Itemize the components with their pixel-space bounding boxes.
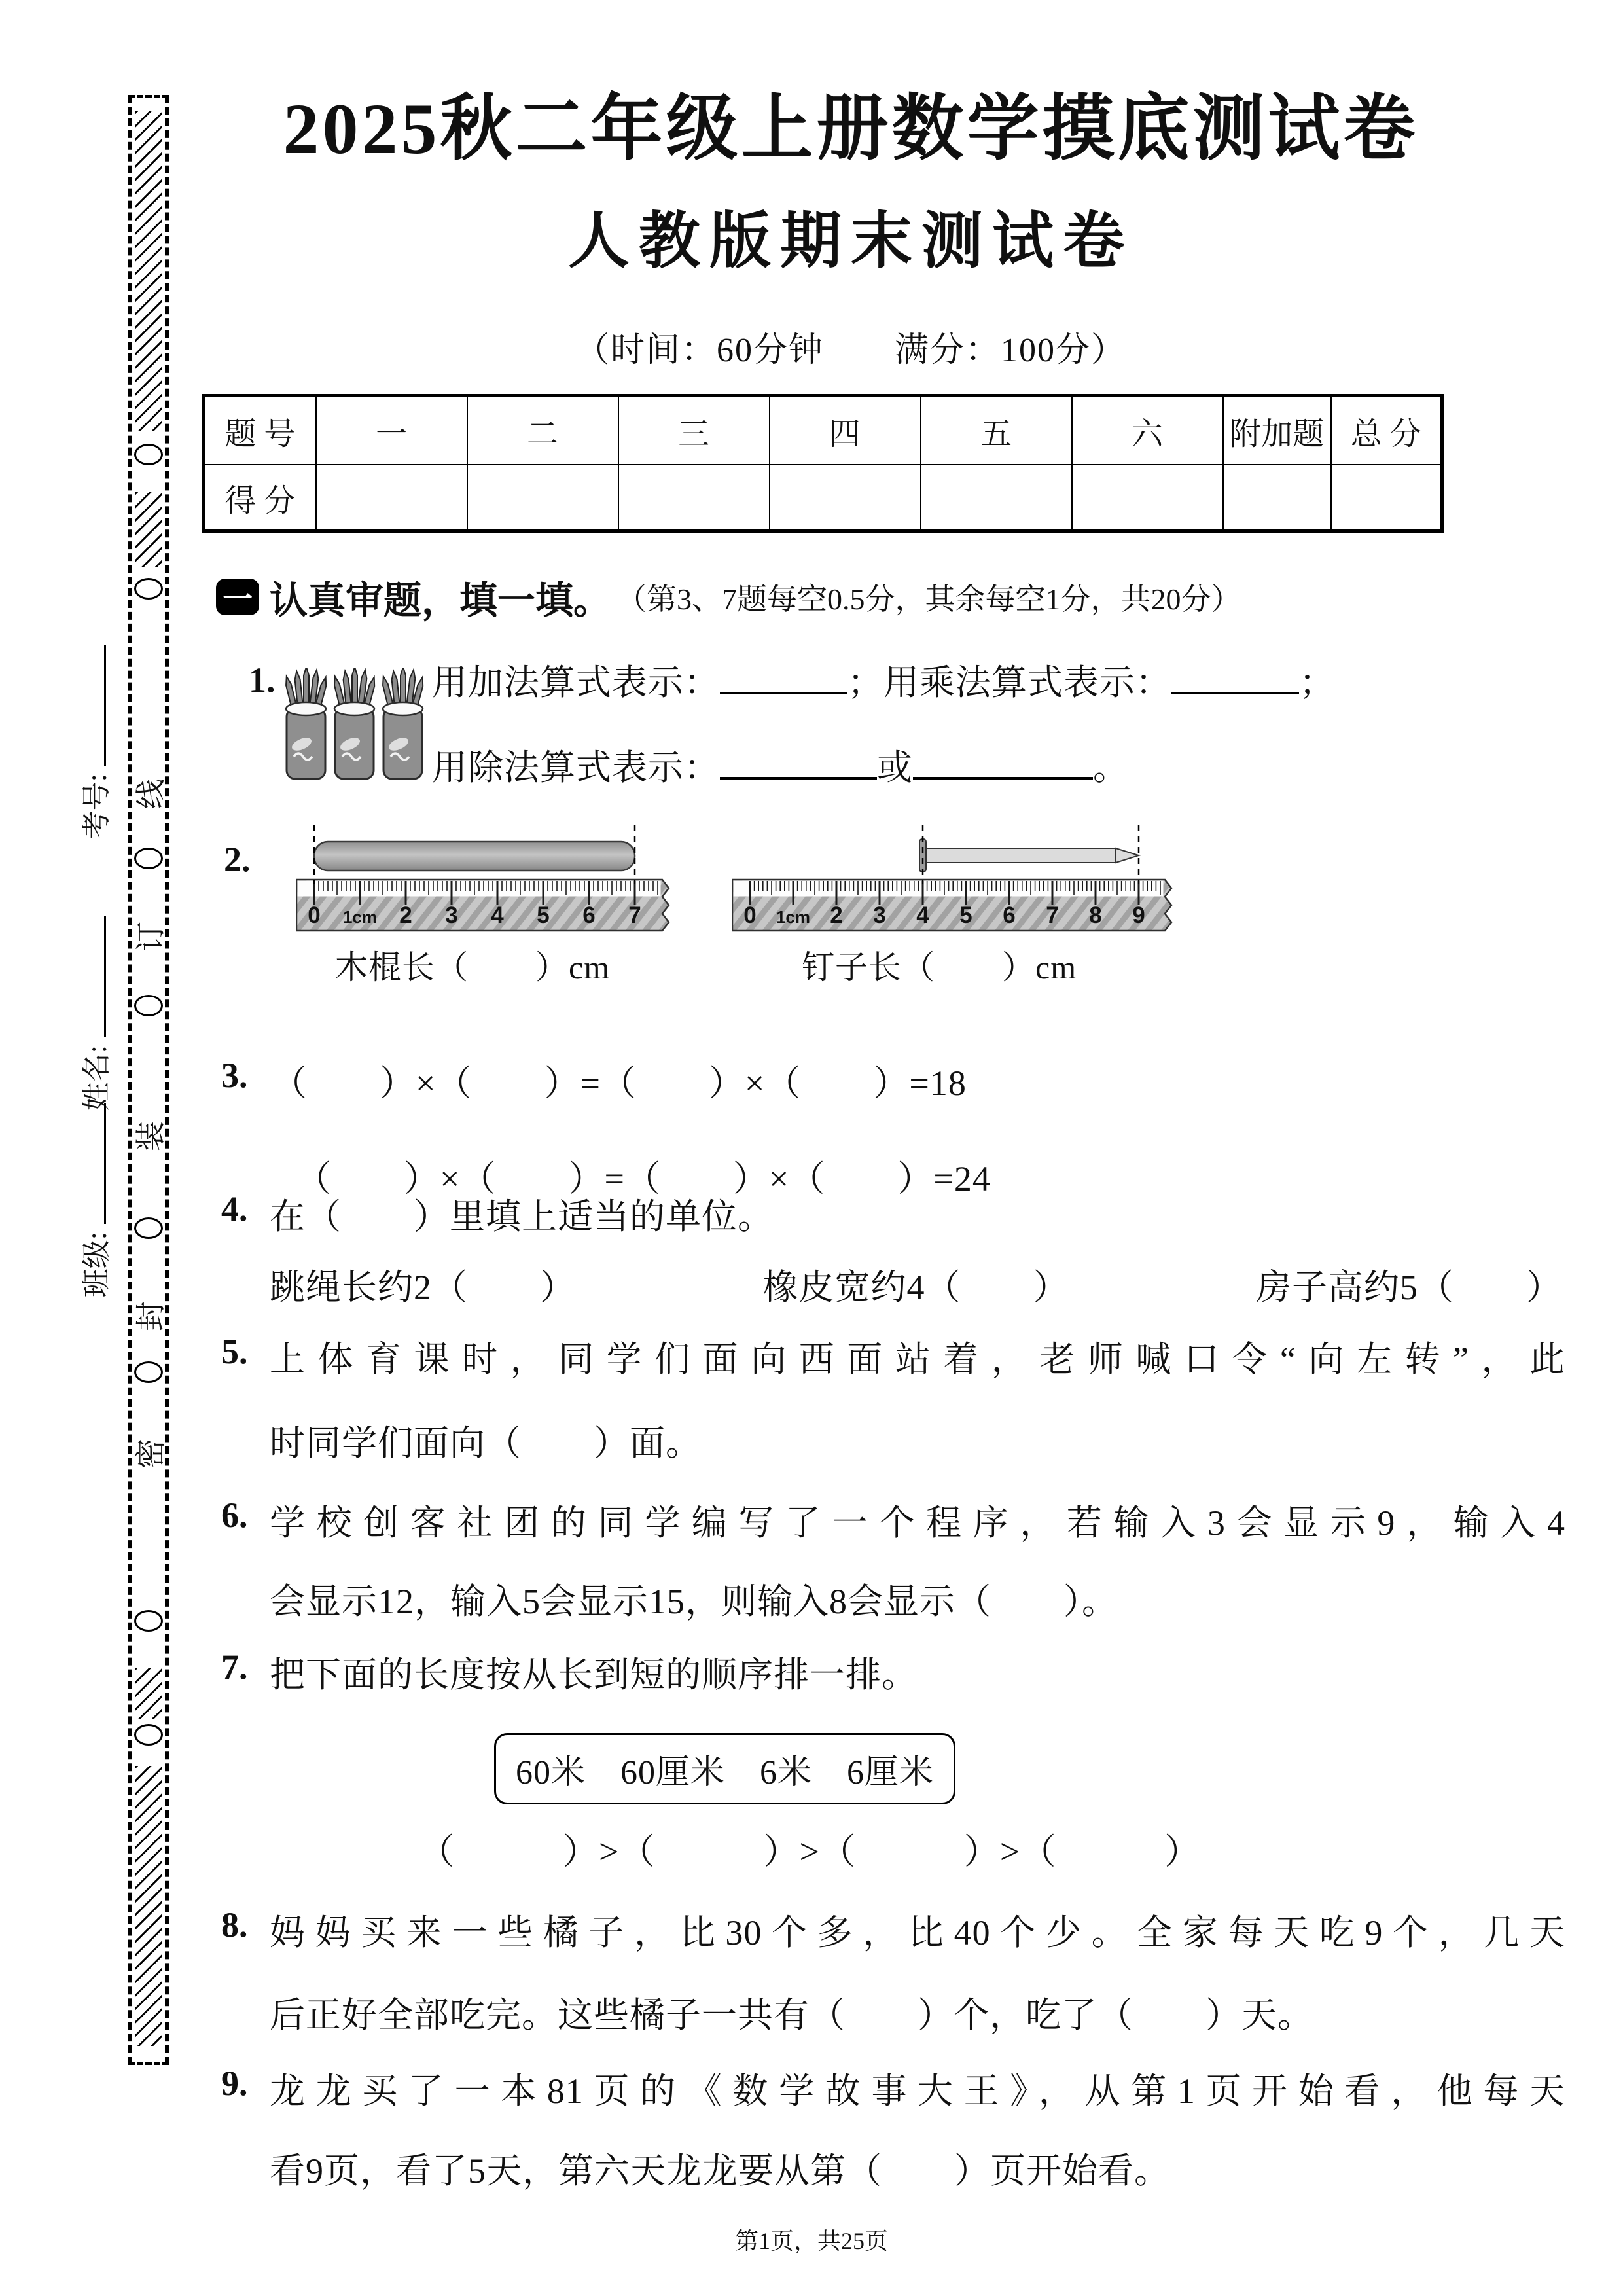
th-question-no: 题 号 <box>204 396 316 465</box>
seal-circle-mark <box>134 444 163 465</box>
text-segment: 或 <box>877 748 913 787</box>
section-1-badge: 一 <box>216 579 259 615</box>
svg-text:6: 6 <box>582 903 596 928</box>
q3-number: 3. <box>221 1056 248 1095</box>
q2-label-nail: 钉子长（ ）cm <box>802 949 1077 986</box>
blank-line[interactable] <box>913 768 1093 780</box>
q5-line-2: 时同学们面向（ ）面。 <box>270 1424 702 1463</box>
exam-number-line[interactable] <box>82 645 106 766</box>
q9-line-1: 龙龙买了一本81页的《数学故事大王》，从第1页开始看，他每天 <box>270 2072 1565 2111</box>
class-line[interactable] <box>82 1103 106 1224</box>
score-cell[interactable] <box>921 465 1072 531</box>
q6-line-1: 学校创客社团的同学编写了一个程序，若输入3会显示9，输入4 <box>270 1503 1565 1543</box>
q4-units-row <box>270 1259 1562 1310</box>
q1-line-2 <box>432 740 1129 790</box>
svg-text:5: 5 <box>537 903 550 928</box>
q6-number: 6. <box>221 1496 248 1535</box>
score-cell[interactable] <box>1331 465 1442 531</box>
seal-circle-mark <box>134 1217 163 1239</box>
score-table <box>202 394 1444 533</box>
seal-character: 线 <box>134 779 168 809</box>
q9-line-2: 看9页，看了5天，第六天龙龙要从第（ ）页开始看。 <box>270 2151 1170 2191</box>
seal-slash-run <box>135 1766 162 2046</box>
score-cell[interactable] <box>618 465 770 531</box>
seal-circle-mark <box>134 848 163 869</box>
seal-circle-mark <box>134 995 163 1016</box>
th-part-6: 六 <box>1072 396 1223 465</box>
section-1-note: （第3、7题每空0.5分，其余每空1分，共20分） <box>616 583 1241 616</box>
q8-line-2: 后正好全部吃完。这些橘子一共有（ ）个，吃了（ ）天。 <box>270 1996 1313 2035</box>
text-segment: ；用乘法算式表示： <box>847 663 1171 702</box>
name-line[interactable] <box>82 916 106 1037</box>
svg-text:1cm: 1cm <box>342 907 378 927</box>
margin-field-exam-number <box>77 645 113 861</box>
score-cell[interactable] <box>1072 465 1223 531</box>
svg-text:4: 4 <box>916 903 929 928</box>
seal-character: 订 <box>134 922 168 952</box>
q7-length-options-box: 60米 60厘米 6米 6厘米 <box>494 1733 955 1804</box>
svg-text:9: 9 <box>1132 903 1145 928</box>
q7-number: 7. <box>221 1647 248 1687</box>
text-segment: ； <box>1299 663 1335 702</box>
margin-field-class <box>77 1103 113 1319</box>
th-total: 总 分 <box>1331 396 1442 465</box>
exam-number-label: 考号: <box>80 774 113 840</box>
svg-text:4: 4 <box>491 903 504 928</box>
th-part-2: 二 <box>467 396 618 465</box>
th-part-1: 一 <box>316 396 467 465</box>
q1-line-1 <box>432 655 1335 705</box>
svg-text:2: 2 <box>830 903 843 928</box>
svg-text:3: 3 <box>445 903 458 928</box>
q3-line-2: （ ）×（ ）=（ ）×（ ）=24 <box>296 1159 991 1198</box>
q8-number: 8. <box>221 1905 248 1945</box>
ruler-figure-stick <box>296 821 670 937</box>
th-part-3: 三 <box>618 396 770 465</box>
q4-unit-3: 房子高约5（ ） <box>1256 1268 1562 1307</box>
q7-answer-row[interactable]: （ ）>（ ）>（ ）>（ ） <box>419 1832 1201 1871</box>
svg-text:7: 7 <box>1046 903 1059 928</box>
exam-meta: （时间：60分钟 满分：100分） <box>575 332 1126 369</box>
score-cell[interactable] <box>770 465 921 531</box>
q3-line-1: （ ）×（ ）=（ ）×（ ）=18 <box>272 1064 967 1103</box>
svg-text:3: 3 <box>873 903 886 928</box>
text-segment: 。 <box>1093 748 1129 787</box>
seal-character: 封 <box>134 1301 168 1331</box>
svg-text:2: 2 <box>399 903 412 928</box>
margin-field-name <box>77 916 113 1132</box>
blank-line[interactable] <box>720 683 847 694</box>
th-part-4: 四 <box>770 396 921 465</box>
svg-text:5: 5 <box>959 903 972 928</box>
score-cell[interactable] <box>316 465 467 531</box>
svg-text:0: 0 <box>743 903 757 928</box>
blank-line[interactable] <box>1171 683 1299 694</box>
seal-slash-run <box>135 1668 162 1719</box>
svg-text:1cm: 1cm <box>776 907 811 927</box>
seal-slash-run <box>135 492 162 567</box>
th-bonus: 附加题 <box>1223 396 1331 465</box>
q9-number: 9. <box>221 2064 248 2103</box>
pencil-cups-image <box>285 668 424 789</box>
seal-circle-mark <box>134 1724 163 1746</box>
section-1-title: 认真审题，填一填。 <box>270 579 612 622</box>
q8-line-1: 妈妈买来一些橘子，比30个多，比40个少。全家每天吃9个，几天 <box>270 1913 1565 1952</box>
page-title: 2025秋二年级上册数学摸底测试卷 <box>283 89 1419 169</box>
svg-text:7: 7 <box>628 903 641 928</box>
text-segment: 用加法算式表示： <box>432 663 720 702</box>
score-cell[interactable] <box>1223 465 1331 531</box>
svg-text:6: 6 <box>1003 903 1016 928</box>
seal-circle-mark <box>134 578 163 600</box>
name-label: 姓名: <box>80 1045 113 1111</box>
q5-number: 5. <box>221 1332 248 1371</box>
text-segment: 用除法算式表示： <box>432 748 720 787</box>
blank-line[interactable] <box>720 768 877 780</box>
seal-circle-mark <box>134 1610 163 1632</box>
ruler-figure-nail <box>732 821 1173 937</box>
seal-character: 密 <box>134 1439 168 1469</box>
seal-circle-mark <box>134 1361 163 1383</box>
q4-unit-2: 橡皮宽约4（ ） <box>762 1268 1069 1307</box>
q2-label-stick: 木棍长（ ）cm <box>335 949 611 986</box>
q4-unit-1: 跳绳长约2（ ） <box>270 1268 576 1307</box>
seal-binding-strip <box>128 95 169 2065</box>
q7-head: 把下面的长度按从长到短的顺序排一排。 <box>270 1655 918 1695</box>
th-part-5: 五 <box>921 396 1072 465</box>
page-subtitle: 人教版期末测试卷 <box>567 207 1133 276</box>
svg-text:8: 8 <box>1089 903 1102 928</box>
svg-text:0: 0 <box>308 903 321 928</box>
score-row-label: 得 分 <box>204 465 316 531</box>
score-cell[interactable] <box>467 465 618 531</box>
class-label: 班级: <box>80 1232 113 1298</box>
q5-line-1: 上体育课时，同学们面向西面站着，老师喊口令“向左转”，此 <box>270 1340 1565 1379</box>
seal-character: 装 <box>134 1121 168 1151</box>
section-1-heading <box>216 569 1241 624</box>
q2-number: 2. <box>224 840 251 879</box>
page-footer: 第1页，共25页 <box>734 2228 888 2254</box>
q4-number: 4. <box>221 1189 248 1229</box>
q1-number: 1. <box>249 660 276 700</box>
q4-head: 在（ ）里填上适当的单位。 <box>270 1197 774 1236</box>
q6-line-2: 会显示12，输入5会显示15，则输入8会显示（ ）。 <box>270 1582 1118 1621</box>
